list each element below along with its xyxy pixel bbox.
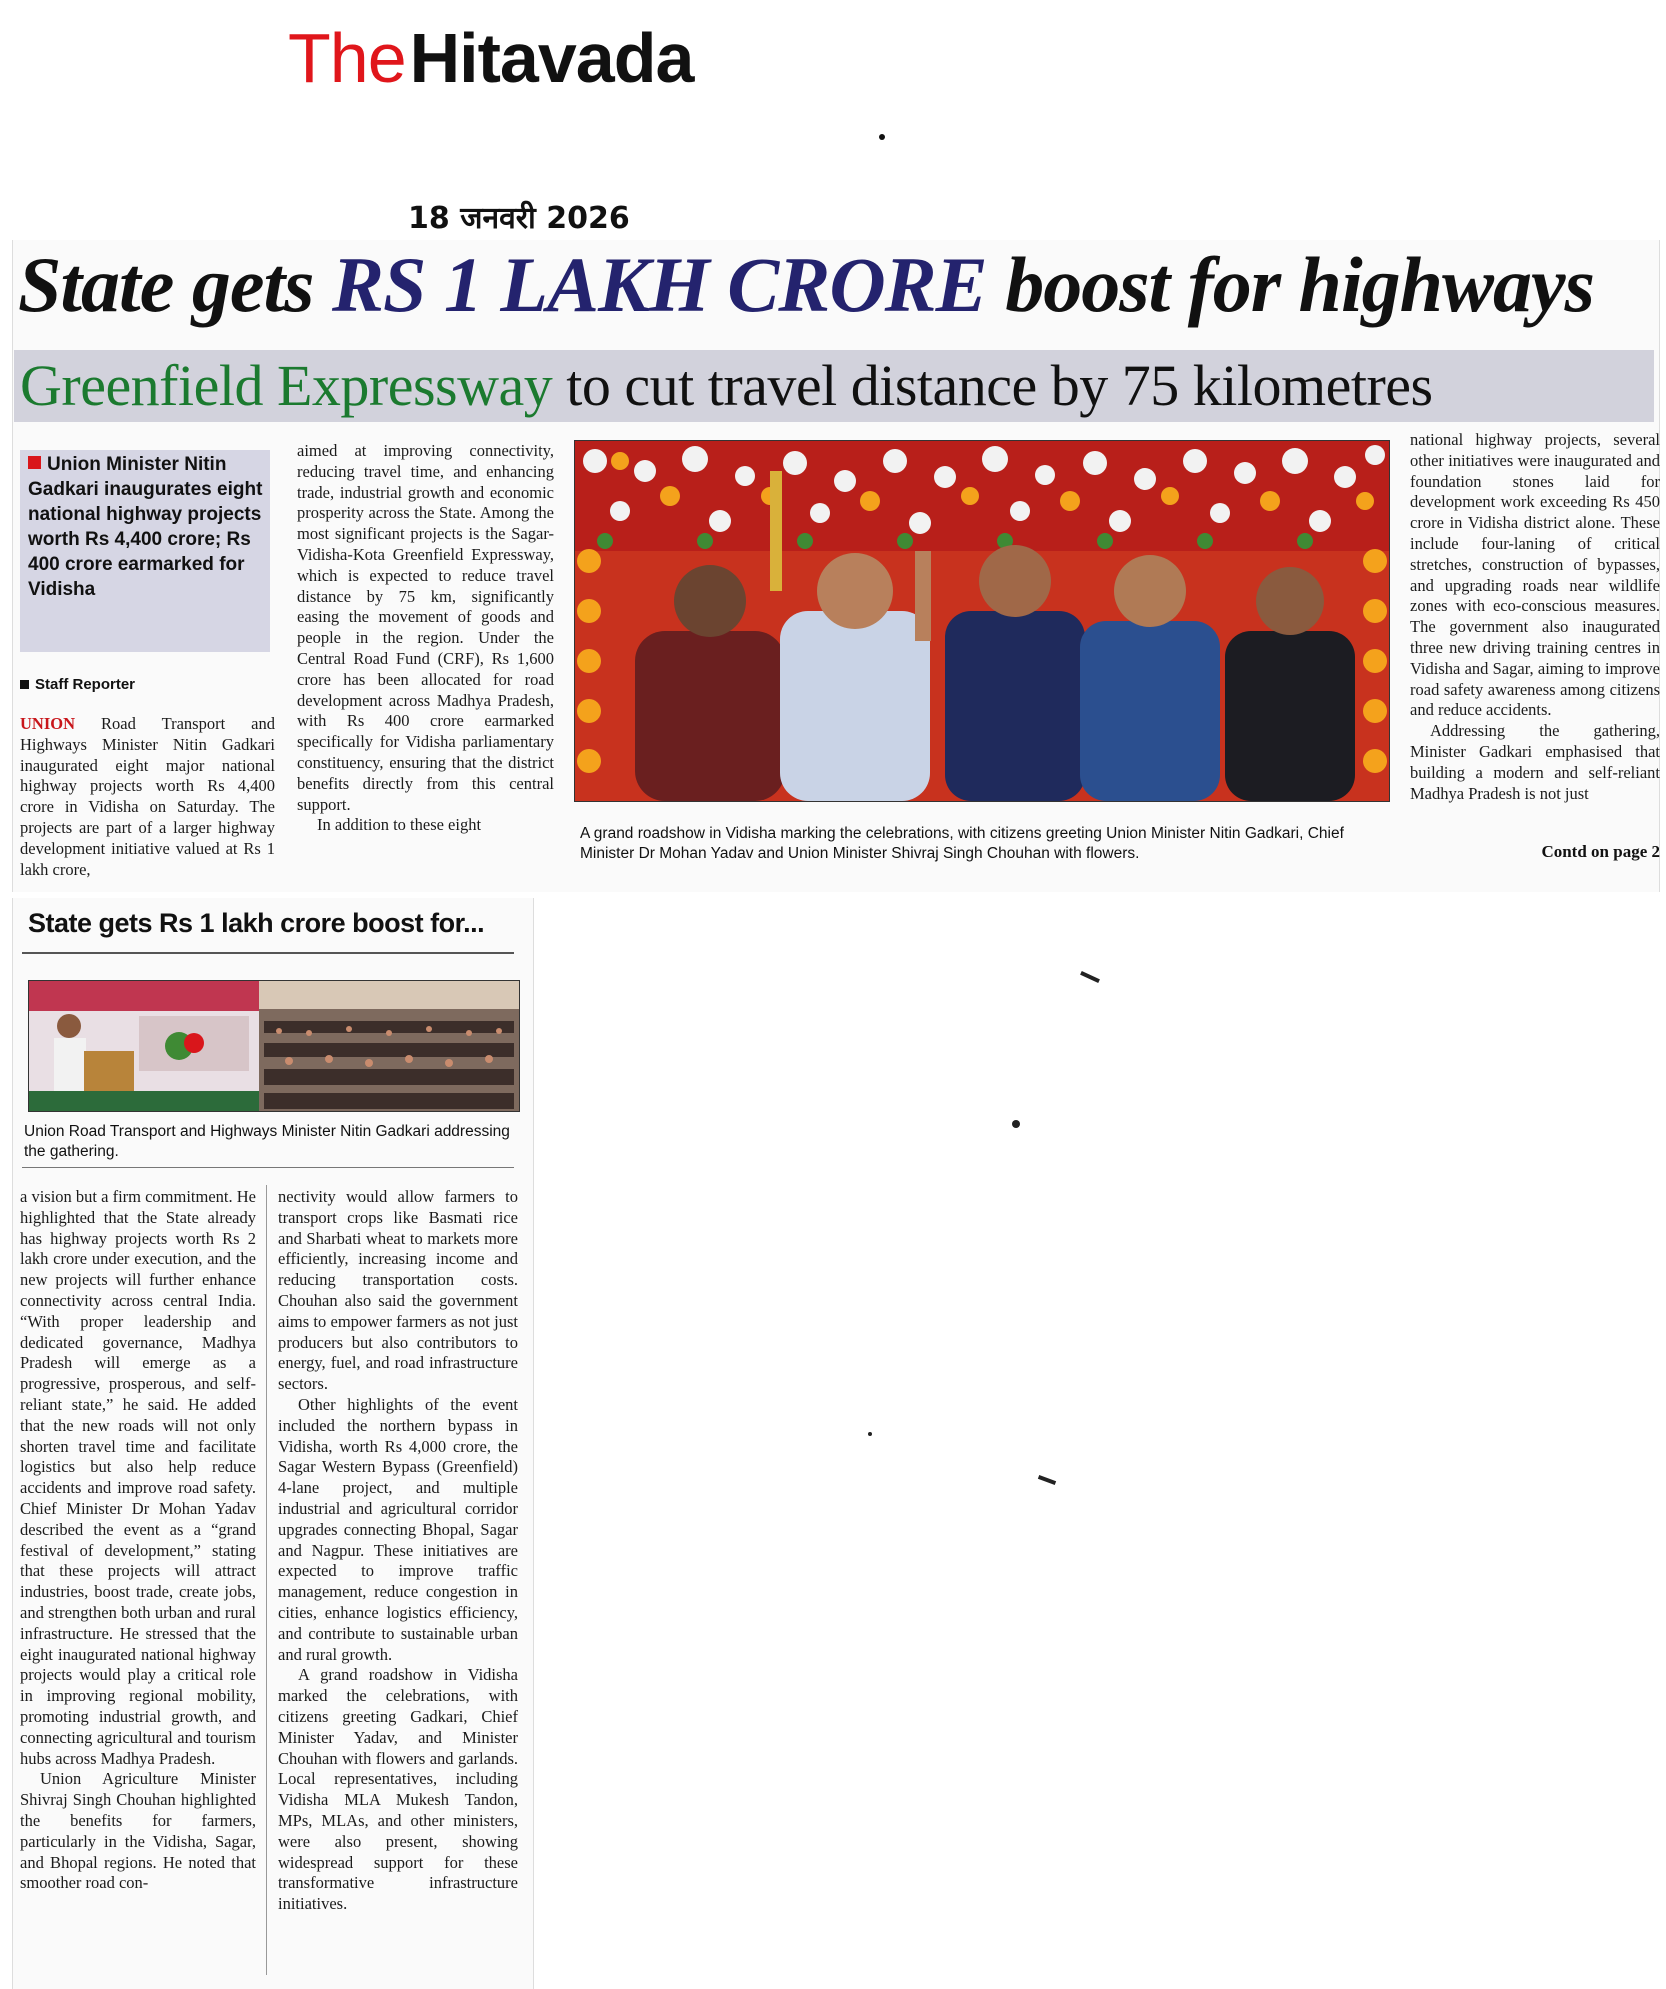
cont-col1-para-2: Union Agriculture Minister Shivraj Singh Chouhan highlighted the benefits for farmers, particularly in the Vidisha, Sagar, and Bhopal regions. He noted that smoother road con- xyxy=(20,1769,256,1893)
gathering-photo xyxy=(28,980,520,1112)
subhead xyxy=(20,350,1433,422)
scan-speck xyxy=(1012,1120,1020,1128)
continuation-column-1 xyxy=(20,1187,256,1982)
col2-para-1: aimed at improving connectivity, reducing travel time, and enhancing trade, industrial growth and economic prosperity across the State. Among the most significant projects is the Sagar-Vidisha-Kota Greenfield Expressway, which is expected to reduce travel distance by 75 km, significantly easing the movement of goods and people in the region. Under the Central Road Fund (CRF), Rs 1,600 crore has been allocated for road development across Madhya Pradesh, with Rs 400 crore earmarked specifically for Vidisha parliamentary constituency, ensuring that the district benefits directly from this central support. xyxy=(297,441,554,814)
headline-accent: RS 1 LAKH CRORE xyxy=(332,241,987,328)
clipping-date: 18 जनवरी 2026 xyxy=(408,201,630,236)
scan-speck xyxy=(1080,971,1100,983)
lead-word: UNION xyxy=(20,714,76,733)
headline xyxy=(18,240,1594,330)
masthead-name: Hitavada xyxy=(409,19,694,97)
scan-speck xyxy=(1038,1475,1056,1485)
col3-para-2: Addressing the gathering, Minister Gadkari emphasised that building a modern and self-reliant Madhya Pradesh is not just xyxy=(1410,721,1660,803)
subhead-accent: Greenfield Expressway xyxy=(20,353,553,418)
cont-col2-para-3: A grand roadshow in Vidisha marked the celebrations, with citizens greeting Gadkari, Chief Minister Yadav, and Minister Chouhan with flowers and garlands. Local representatives, including Vidisha MLA Mukesh Tandon, MPs, MLAs, and other ministers, were also present, showing widespread support for these transformative infrastructure initiatives. xyxy=(278,1665,518,1914)
headline-rule xyxy=(22,952,514,954)
print-speck xyxy=(879,134,885,140)
red-bullet-icon xyxy=(28,456,41,469)
highlight-text xyxy=(28,452,264,602)
col1-text: Road Transport and Highways Minister Nitin Gadkari inaugurated eight major national highway projects worth Rs 4,400 crore in Vidisha on Saturday. The projects are part of a larger highway development initiative valued at Rs 1 lakh crore, xyxy=(20,714,275,879)
cont-col2-para-1: nectivity would allow farmers to transport crops like Basmati rice and Sharbati wheat to markets more efficiently, increasing income and reducing transportation costs. Chouhan also said the government aims to empower farmers as not just producers but also contributors to energy, fuel, and road infrastructure sectors. xyxy=(278,1187,518,1394)
byline-text: Staff Reporter xyxy=(35,676,136,693)
column-divider xyxy=(266,1185,267,1975)
continuation-photo-caption: Union Road Transport and Highways Minister Nitin Gadkari addressing the gathering. xyxy=(24,1123,510,1160)
photo-caption: A grand roadshow in Vidisha marking the celebrations, with citizens greeting Union Minister Nitin Gadkari, Chief Minister Dr Mohan Yadav and Union Minister Shivraj Singh Chouhan with flowers. xyxy=(580,825,1344,862)
article-column-2 xyxy=(297,441,554,888)
headline-post: boost for highways xyxy=(986,241,1594,328)
col3-para-1: national highway projects, several other initiatives were inaugurated and foundation stones laid for development work exceeding Rs 450 crore in Vidisha district alone. These include four-laning of critical stretches, construction of bypasses, and upgrading roads near wildlife zones with eco-conscious measures. The government also inaugurated three new driving training centres in Vidisha and Sagar, aiming to improve road safety awareness among citizens and reduce accidents. xyxy=(1410,430,1660,720)
continuation-column-2 xyxy=(278,1187,518,1982)
article-column-3 xyxy=(1410,430,1660,860)
col2-para-2: In addition to these eight xyxy=(317,815,482,835)
roadshow-photo xyxy=(574,440,1390,802)
byline xyxy=(20,676,135,693)
continuation-headline: State gets Rs 1 lakh crore boost for... xyxy=(28,908,485,938)
article-column-1 xyxy=(20,714,275,886)
square-bullet-icon xyxy=(20,680,29,689)
masthead-logo xyxy=(288,18,693,98)
highlight-body: Union Minister Nitin Gadkari inaugurates eight national highway projects worth Rs 4,400 crore; Rs 400 crore earmarked for Vidisha xyxy=(28,454,263,600)
masthead-the: The xyxy=(288,19,406,97)
scan-speck xyxy=(868,1432,872,1436)
roadshow-photo-graphic xyxy=(575,441,1389,801)
gathering-photo-graphic xyxy=(29,981,519,1111)
caption-rule xyxy=(22,1167,514,1168)
subhead-rest: to cut travel distance by 75 kilometres xyxy=(552,353,1433,418)
cont-col1-para-1: a vision but a firm commitment. He highlighted that the State already has highway projects worth Rs 2 lakh crore under execution, and the new projects will further enhance connectivity across central India. “With proper leadership and dedicated governance, Madhya Pradesh will emerge as a progressive, prosperous, and self-reliant state,” he said. He added that the new roads will not only shorten travel time and facilitate logistics but also help reduce accidents and improve road safety. Chief Minister Dr Mohan Yadav described the event as a “grand festival of development,” stating that these projects will attract industries, boost trade, create jobs, and strengthen both urban and rural infrastructure. He stressed that the eight inaugurated national highway projects would play a critical role in improving regional mobility, promoting industrial growth, and connecting agricultural and tourism hubs across Madhya Pradesh. xyxy=(20,1187,256,1768)
continued-note: Contd on page 2 xyxy=(1541,842,1660,861)
cont-col2-para-2: Other highlights of the event included the northern bypass in Vidisha, worth Rs 4,000 crore, the Sagar Western Bypass (Greenfield) 4-lane project, and multiple industrial and agricultural corridor upgrades connecting Bhopal, Sagar and Nagpur. These initiatives are expected to improve traffic management, reduce congestion in cities, enhance logistics efficiency, and contribute to sustainable urban and rural growth. xyxy=(278,1394,518,1664)
headline-pre: State gets xyxy=(18,241,332,328)
